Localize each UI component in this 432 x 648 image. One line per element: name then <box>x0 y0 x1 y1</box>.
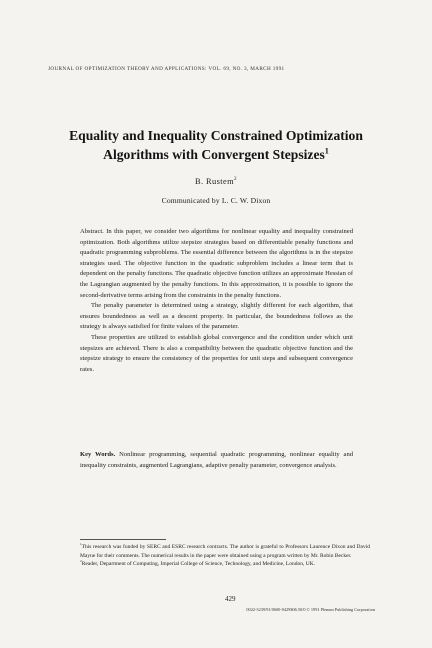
keywords-section <box>80 450 353 471</box>
footnote-1-mark: 1 <box>80 542 82 547</box>
issn-copyright-line: 0022-3239/91/0600-0429$06.50/0 © 1991 Plenum Publishing Corporation <box>246 607 375 612</box>
running-header: JOURNAL OF OPTIMIZATION THEORY AND APPLICATIONS: VOL. 69, NO. 3, MARCH 1991 <box>48 66 285 72</box>
title-line-2 <box>40 145 392 164</box>
paper-title <box>40 126 392 164</box>
abstract-paragraph-2: The penalty parameter is determined using a strategy, slightly different for each algorithm, that ensures boundedness as well as a descent property. In particular, the boundedness follows as the strategy is always satisfied for finite values of the parameter. <box>80 302 353 331</box>
abstract-label: Abstract. <box>80 228 104 235</box>
footnote-1 <box>80 543 370 560</box>
abstract-paragraph-3: These properties are utilized to establish global convergence and the condition under which unit stepsizes are achieved. There is also a compatibility between the quadratic objective function and the stepsize strategy to ensure the consistency of the properties for unit steps and subsequent convergence rates. <box>80 333 353 373</box>
footnote-2-text: Reader, Department of Computing, Imperial College of Science, Technology, and Medicine, London, UK. <box>81 561 316 568</box>
communicated-by: Communicated by L. C. W. Dixon <box>161 196 271 205</box>
footnote-divider <box>80 539 166 540</box>
author-name <box>40 177 392 186</box>
abstract-paragraph-1-text: In this paper, we consider two algorithms for nonlinear equality and inequality constrained optimization. Both algorithms utilize stepsize strategies based on differentiable penalty functions and quadratic programming subproblems. The essential difference between the algorithms is in the stepsize strategies used. The objective function in the quadratic subproblem includes a linear term that is dependent on the penalty functions. The quadratic objective function utilizes an approximate Hessian of the Lagrangian augmented by the penalty functions. In this approximation, it is possible to ignore the second-derivative terms arising from the constraints in the penalty functions. <box>80 228 353 299</box>
abstract-paragraph-1 <box>80 227 353 301</box>
footnote-2-mark: 2 <box>80 559 82 564</box>
author-name-text: B. Rustem <box>195 177 235 186</box>
abstract-section <box>80 227 353 375</box>
author-footnote-mark: 2 <box>234 177 237 183</box>
footnote-1-text: This research was funded by SERC and ESRC research contracts. The author is grateful to Professors Laurence Dixon and David Mayne for their comments. The numerical results in the paper were obtained using a program written by Mr. Robin Becker. <box>80 544 370 559</box>
keywords-text: Nonlinear programming, sequential quadratic programming, nonlinear equality and inequality constraints, augmented Lagrangians, adaptive penalty parameter, convergence analysis. <box>80 451 354 469</box>
keywords-label: Key Words. <box>80 451 116 458</box>
title-footnote-mark: 1 <box>324 146 329 156</box>
title-line-2-text: Algorithms with Convergent Stepsizes <box>103 147 325 162</box>
title-line-1: Equality and Inequality Constrained Optimization <box>69 128 363 143</box>
page-number: 429 <box>225 595 236 603</box>
footnotes-section <box>80 543 370 569</box>
footnote-2 <box>80 560 370 569</box>
